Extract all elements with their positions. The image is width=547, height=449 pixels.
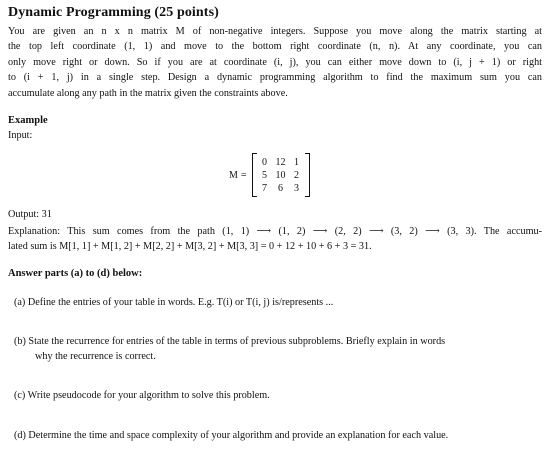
- problem-title: Dynamic Programming (25 points): [8, 5, 219, 20]
- example-explanation: [8, 224, 542, 255]
- matrix-right-bracket: [305, 153, 310, 197]
- part-b-line: (b) State the recurrence for entries of the table in terms of previous subproblems. Briefly explain in words: [14, 336, 446, 347]
- example-heading: Example: [8, 115, 48, 126]
- matrix-cell: 1: [294, 156, 300, 168]
- part-a-line: (a) Define the entries of your table in words. E.g. T(i) or T(i, j) is/represents ...: [14, 297, 334, 308]
- problem-statement-line: You are given an n x n matrix M of non-negative integers. Suppose you move along the matrix starting at: [8, 26, 542, 37]
- matrix-cell: 2: [294, 169, 300, 181]
- part-c-line: (c) Write pseudocode for your algorithm to solve this problem.: [14, 390, 270, 401]
- part-c-question: [14, 388, 542, 403]
- matrix-cell: 7: [262, 182, 268, 194]
- matrix-equals-sign: =: [240, 169, 247, 181]
- explanation-line: lated sum is M[1, 1] + M[1, 2] + M[2, 2] + M[3, 2] + M[3, 3] = 0 + 12 + 10 + 6 + 3 = 31.: [8, 241, 372, 253]
- problem-statement: [8, 24, 542, 101]
- problem-statement-line: only move right or down. So if you are at coordinate (i, j), you can either move down to (i, j + 1) or right: [8, 56, 542, 68]
- part-b-line: why the recurrence is correct.: [35, 351, 156, 363]
- part-d-question: [14, 428, 542, 443]
- matrix-cell: 5: [262, 169, 268, 181]
- input-label: Input:: [8, 130, 33, 141]
- part-a-question: [14, 295, 542, 310]
- problem-statement-line: accumulate along any path in the matrix given the constraints above.: [8, 87, 288, 99]
- problem-statement-line: the top left coordinate (1, 1) and move to the bottom right coordinate (n, n). At any coordinate, you can: [8, 41, 542, 53]
- matrix-cell: 0: [262, 156, 268, 168]
- matrix-name: M: [229, 169, 238, 181]
- part-d-line: (d) Determine the time and space complexity of your algorithm and provide an explanation for each value.: [14, 430, 449, 441]
- matrix-cell: 12: [275, 156, 286, 168]
- answer-parts-heading: Answer parts (a) to (d) below:: [8, 268, 143, 279]
- explanation-line: Explanation: This sum comes from the path (1, 1) ⟶ (1, 2) ⟶ (2, 2) ⟶ (3, 2) ⟶ (3, 3). The accumu-: [8, 226, 542, 237]
- matrix-grid: [257, 156, 305, 195]
- part-b-question: [14, 334, 542, 365]
- problem-statement-line: to (i + 1, j) in a single step. Design a dynamic programming algorithm to find the maximum sum you can: [8, 72, 542, 84]
- matrix-cell: 6: [278, 182, 284, 194]
- matrix-cell: 10: [275, 169, 286, 181]
- example-matrix: [229, 153, 310, 197]
- matrix-cell: 3: [294, 182, 300, 194]
- example-output: Output: 31: [8, 209, 52, 220]
